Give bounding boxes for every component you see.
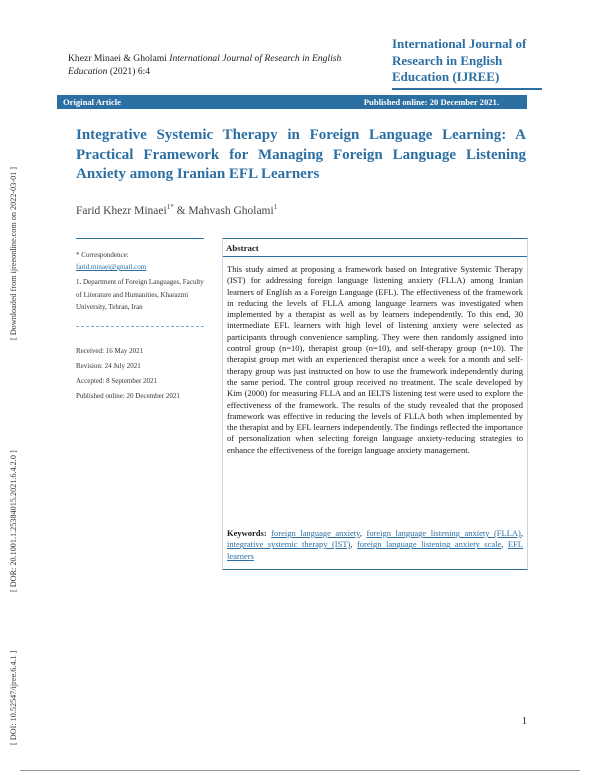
paper-title: Integrative Systemic Therapy in Foreign Language Learning: A Practical Framework for Managing Foreign Language Listening Anxiety among Iranian EFL Learners xyxy=(76,127,526,182)
citation-journal: International Journal of Research in English Education xyxy=(68,53,342,77)
keyword-link[interactable]: integrative systemic therapy (IST) xyxy=(227,539,351,550)
journal-name xyxy=(392,36,542,86)
citation-authors: Khezr Minaei & Gholami xyxy=(68,53,167,64)
abstract-box xyxy=(222,238,528,570)
meta-dashed-rule xyxy=(76,326,204,328)
keyword-link[interactable]: EFL learners xyxy=(227,539,524,561)
footer-rule xyxy=(20,770,580,771)
accepted-date: Accepted: 8 September 2021 xyxy=(76,377,158,385)
keywords-section: Keywords: foreign language anxiety, foreign language listening anxiety (FLLA), integrative systemic therapy (IST), foreign language listening anxiety scale, EFL learners xyxy=(227,528,524,561)
article-info-bar xyxy=(57,95,527,109)
sidebar-dor-text: [ DOR: 20.1001.1.25384015.2021.6.4.2.0 ] xyxy=(9,450,18,592)
author-1-name: Farid Khezr Minaei xyxy=(76,204,167,217)
published-date: Published online: 20 December 2021 xyxy=(76,392,180,400)
keyword-link[interactable]: foreign language anxiety xyxy=(271,528,360,538)
author-1-affiliation-mark: 1* xyxy=(166,203,174,211)
correspondence-label: * Correspondence: xyxy=(76,251,129,259)
citation-suffix: (2021) 6:4 xyxy=(109,66,151,77)
author-separator: & xyxy=(173,204,189,217)
abstract-rule xyxy=(223,256,527,257)
citation-header xyxy=(68,52,358,78)
received-date: Received: 16 May 2021 xyxy=(76,347,144,355)
sidebar-downloaded-text: [ Downloaded from ijreeonline.com on 2022-03-01 ] xyxy=(9,166,18,340)
author-2-affiliation-mark: 1 xyxy=(273,203,278,211)
page-number: 1 xyxy=(522,716,527,727)
keywords-label: Keywords: xyxy=(227,528,267,538)
abstract-heading: Abstract xyxy=(226,243,259,253)
article-type-label: Original Article xyxy=(63,97,121,107)
keyword-link[interactable]: foreign language listening anxiety (FLLA) xyxy=(366,528,521,538)
keyword-link[interactable]: foreign language listening anxiety scale xyxy=(356,539,502,550)
abstract-text: This study aimed at proposing a framework based on Integrative Systemic Therapy (IST) for addressing foreign language listening anxiety (FLLA) among Iranian learners of English as a Foreign Language (EFL). The effectiveness of the framework in reducing the levels of FLLA among language learners was investigated when implemented by a therapist as well as by learners independently. To this end, 30 intermediate EFL learners with high level of listening anxiety were selected as participants through convenience sampling. They were then randomly assigned into control group (n=10), therapist group (n=10), and self-therapy group (n=10). The therapist group met with an experienced therapist once a week for a month and self-therapy group was just instructed on how to use the framework independently during the same period. The control group received no treatment. The scale developed by Kim (2000) for measuring FLLA and an IELTS listening test were used to explore the effectiveness of the framework. The results of the study revealed that the proposed framework was effective in reducing the levels of FLLA both when implemented by the therapist and by EFL learners independently. The findings reflected the importance of personalization when selecting foreign language anxiety-reducing strategies to enhance the effectiveness of the foreign language anxiety management. xyxy=(227,264,523,455)
sidebar-doi-text: [ DOI: 10.52547/ijree.6.4.1 ] xyxy=(9,650,18,745)
meta-top-rule xyxy=(76,238,204,239)
correspondence-email-link[interactable]: farid.minaei@gmail.com xyxy=(76,263,147,271)
journal-line-2: Research in English xyxy=(392,52,503,68)
journal-rule xyxy=(392,88,542,90)
journal-line-1: International Journal of xyxy=(392,36,527,51)
author-line xyxy=(76,203,277,217)
affiliation-text: 1. Department of Foreign Languages, Faculty of Literature and Humanities, Kharazmi University, Tehran, Iran xyxy=(76,278,204,311)
revision-date: Revision: 24 July 2021 xyxy=(76,362,141,370)
author-2-name: Mahvash Gholami xyxy=(188,204,274,217)
published-online-label: Published online: 20 December 2021. xyxy=(363,97,499,107)
journal-line-3: Education (IJREE) xyxy=(392,69,500,84)
